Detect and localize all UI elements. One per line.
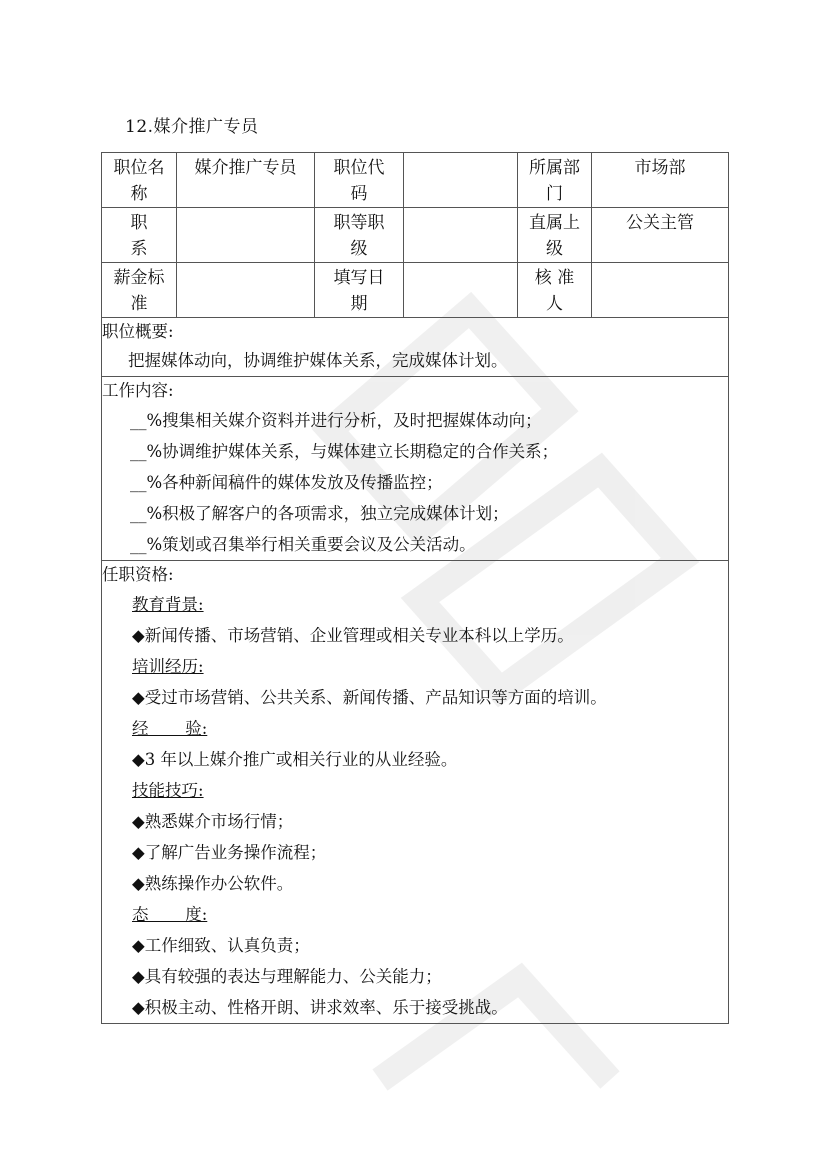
label-approver: 核 准 人 (534, 268, 575, 314)
duty-item: __%搜集相关媒介资料并进行分析，及时把握媒体动向； (130, 411, 542, 430)
job-description-table (101, 152, 729, 1024)
label-cell (102, 263, 177, 318)
qualification-group-title: 教育背景: (132, 595, 204, 614)
header-row (102, 263, 729, 318)
duty-item: __%策划或召集举行相关重要会议及公关活动。 (130, 535, 476, 554)
label-grade-level: 职等职级 (333, 213, 385, 259)
label-job-family: 职系 (130, 213, 148, 259)
label-fill-date: 填写日期 (333, 268, 385, 314)
label-position-name: 职位名称 (113, 158, 165, 204)
qualification-item: ◆积极主动、性格开朗、讲求效率、乐于接受挑战。 (132, 998, 508, 1017)
header-row (102, 208, 729, 263)
value-cell (592, 153, 729, 208)
qualification-group-title: 技能技巧: (132, 781, 204, 800)
header-row (102, 153, 729, 208)
qualification-item: ◆熟悉媒介市场行情； (132, 812, 294, 831)
overview-heading: 职位概要: (102, 322, 174, 341)
qualification-item: ◆受过市场营销、公共关系、新闻传播、产品知识等方面的培训。 (132, 688, 607, 707)
label-cell (518, 208, 592, 263)
value-direct-supervisor: 公关主管 (626, 213, 694, 233)
qualification-item: ◆了解广告业务操作流程； (132, 843, 327, 862)
label-cell (315, 263, 404, 318)
value-department: 市场部 (634, 158, 686, 178)
qualifications-list (102, 589, 728, 1023)
label-cell (518, 153, 592, 208)
value-cell (177, 153, 315, 208)
qualification-item: ◆工作细致、认真负责； (132, 936, 310, 955)
qualification-group-title: 经 验: (132, 719, 208, 738)
value-cell (592, 208, 729, 263)
label-cell (315, 208, 404, 263)
duties-heading: 工作内容: (102, 381, 174, 400)
qualification-item: ◆新闻传播、市场营销、企业管理或相关专业本科以上学历。 (132, 626, 574, 645)
qualifications-section (102, 561, 729, 1024)
duties-section (102, 377, 729, 561)
qualification-group-title: 态 度: (132, 905, 208, 924)
value-cell (177, 263, 315, 318)
overview-section (102, 318, 729, 377)
duty-item: __%各种新闻稿件的媒体发放及传播监控； (130, 473, 443, 492)
duty-item: __%积极了解客户的各项需求，独立完成媒体计划； (130, 504, 509, 523)
value-cell (404, 263, 518, 318)
value-cell (404, 153, 518, 208)
qualification-item: ◆3 年以上媒介推广或相关行业的从业经验。 (132, 750, 458, 769)
duty-item: __%协调维护媒体关系，与媒体建立长期稳定的合作关系； (130, 442, 559, 461)
value-cell (592, 263, 729, 318)
label-direct-supervisor: 直属上级 (529, 213, 580, 259)
value-cell (177, 208, 315, 263)
label-cell (102, 208, 177, 263)
label-department: 所属部门 (529, 158, 580, 204)
label-cell (315, 153, 404, 208)
document-title: 12.媒介推广专员 (125, 117, 259, 137)
label-cell (518, 263, 592, 318)
value-position-name: 媒介推广专员 (194, 158, 297, 178)
value-cell (404, 208, 518, 263)
qualification-item: ◆具有较强的表达与理解能力、公关能力； (132, 967, 442, 986)
label-salary-standard: 薪金标准 (113, 268, 165, 314)
duties-list (102, 405, 728, 560)
label-position-code: 职位代码 (333, 158, 385, 204)
overview-text: 把握媒体动向，协调维护媒体关系，完成媒体计划。 (128, 351, 508, 370)
qualification-item: ◆熟练操作办公软件。 (132, 874, 294, 893)
label-cell (102, 153, 177, 208)
qualification-group-title: 培训经历: (132, 657, 204, 676)
qualifications-heading: 任职资格: (102, 565, 174, 584)
